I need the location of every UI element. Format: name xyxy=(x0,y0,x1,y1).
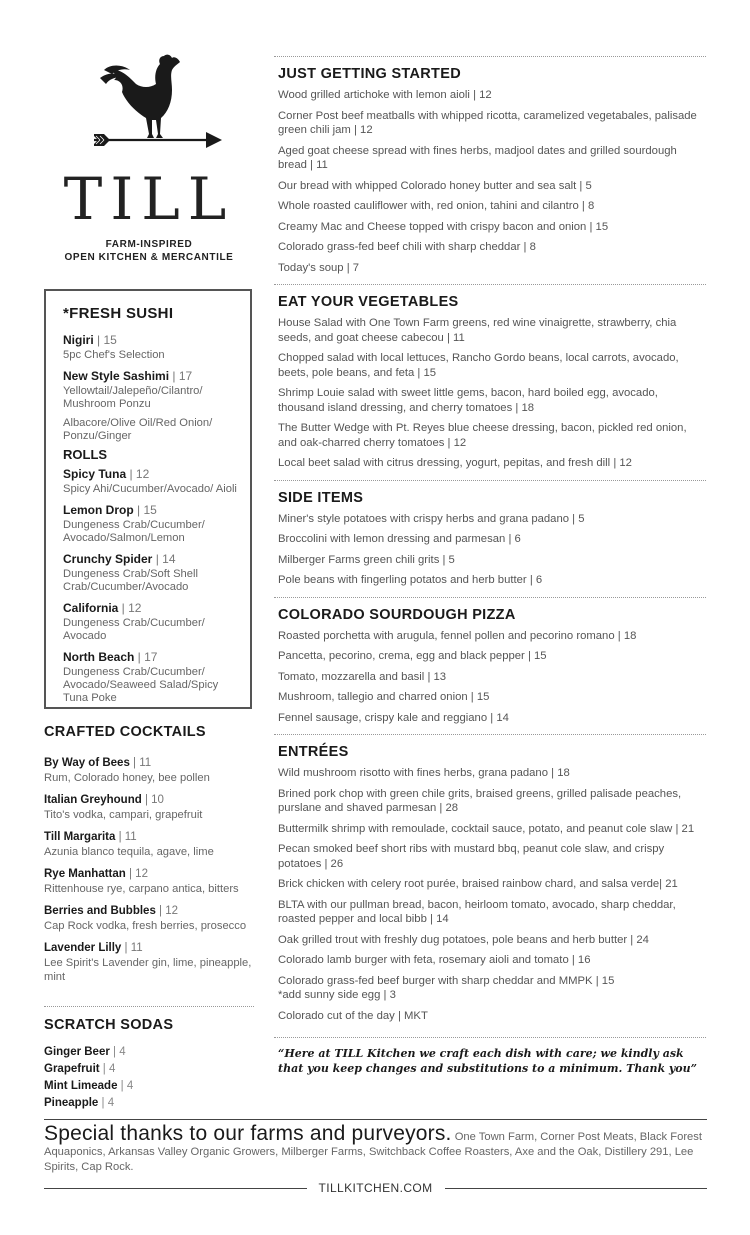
roll-item xyxy=(63,501,240,545)
purveyors-list: One Town Farm, Corner Post Meats, Black Forest Aquaponics, Arkansas Valley Organic Growers, Milberger Farms, Switchback Coffee Roasters, Axe and the Oak, Distillery 291, Lee Spirits, Cap Rock. xyxy=(44,1131,702,1173)
cocktail-item xyxy=(44,753,254,785)
menu-item: Whole roasted cauliflower with, red onion, tahini and cilantro | 8 xyxy=(278,200,595,212)
divider xyxy=(274,734,706,735)
menu-item: Chopped salad with local lettuces, Rancho Gordo beans, local carrots, avocado, beets, pole beans, and feta | 15 xyxy=(278,352,679,379)
sushi-title: *FRESH SUSHI xyxy=(63,305,174,322)
footer-rule xyxy=(44,1119,707,1120)
section-title: COLORADO SOURDOUGH PIZZA xyxy=(278,606,516,623)
cocktails-section xyxy=(44,724,254,989)
soda-item xyxy=(44,1080,254,1092)
soda-name: Ginger Beer xyxy=(44,1046,110,1058)
roll-item-desc: Dungeness Crab/Soft Shell Crab/Cucumber/Avocado xyxy=(63,568,198,593)
roll-item-price: | 14 xyxy=(152,552,176,566)
right-column xyxy=(278,56,706,1076)
menu-item: Fennel sausage, crispy kale and reggiano | 14 xyxy=(278,711,509,724)
kitchen-quote: “Here at TILL Kitchen we craft each dish with care; we kindly ask that you keep changes and substitutions to a minimum. Thank you” xyxy=(278,1047,697,1075)
sushi-item xyxy=(63,367,240,411)
section-title: ENTRÉES xyxy=(278,744,349,760)
website-link[interactable]: TILLKITCHEN.COM xyxy=(318,1181,433,1195)
section-just-getting-started xyxy=(278,66,706,275)
menu-item: Pecan smoked beef short ribs with mustard bbq, peanut cole slaw, and crispy potatoes | 26 xyxy=(278,843,665,870)
sodas-title: SCRATCH SODAS xyxy=(44,1017,174,1033)
cocktail-price: | 11 xyxy=(115,831,137,843)
cocktail-item xyxy=(44,790,254,822)
soda-price: | 4 xyxy=(99,1063,116,1075)
roll-item-name: Lemon Drop xyxy=(63,503,134,517)
sushi-item-price: | 17 xyxy=(169,369,193,383)
divider xyxy=(274,56,706,57)
menu-item: Our bread with whipped Colorado honey butter and sea salt | 5 xyxy=(278,179,592,192)
menu-item: Mushroom, tallegio and charred onion | 15 xyxy=(278,691,490,703)
cocktail-desc: Tito's vodka, campari, grapefruit xyxy=(44,809,203,821)
sushi-item xyxy=(63,331,240,362)
footer-line-right xyxy=(445,1188,708,1189)
soda-name: Pineapple xyxy=(44,1097,99,1109)
rolls-heading: ROLLS xyxy=(63,447,108,462)
sushi-item-desc: 5pc Chef's Selection xyxy=(63,349,165,361)
roll-item xyxy=(63,550,240,594)
section-sourdough-pizza xyxy=(278,607,706,726)
menu-item: Wild mushroom risotto with fines herbs, grana padano | 18 xyxy=(278,767,570,779)
menu-item: Shrimp Louie salad with sweet little gems, bacon, hard boiled egg, avocado, thousand island dressing, and cherry tomatoes | 18 xyxy=(278,387,658,414)
section-side-items xyxy=(278,490,706,588)
sushi-item-name: New Style Sashimi xyxy=(63,369,170,383)
cocktail-desc: Lee Spirit's Lavender gin, lime, pineapple, mint xyxy=(44,957,252,983)
sushi-item-price: | 15 xyxy=(93,333,117,347)
sushi-box xyxy=(44,289,252,709)
soda-item xyxy=(44,1063,254,1075)
thanks-heading: Special thanks to our farms and purveyors. xyxy=(44,1122,452,1145)
roll-item-price: | 12 xyxy=(118,601,142,615)
soda-price: | 4 xyxy=(98,1097,115,1109)
menu-item: Oak grilled trout with freshly dug potatoes, pole beans and herb butter | 24 xyxy=(278,933,649,946)
menu-item: BLTA with our pullman bread, bacon, heirloom tomato, avocado, sharp cheddar, roasted pepper and local bibb | 14 xyxy=(278,898,676,925)
rooster-weathervane-icon xyxy=(94,50,224,155)
cocktail-price: | 11 xyxy=(121,942,143,954)
menu-item: Creamy Mac and Cheese topped with crispy bacon and onion | 15 xyxy=(278,220,609,233)
menu-item: Colorado lamb burger with feta, rosemary aioli and tomato | 16 xyxy=(278,954,591,966)
cocktail-price: | 12 xyxy=(125,868,148,880)
menu-item: Local beet salad with citrus dressing, yogurt, pepitas, and fresh dill | 12 xyxy=(278,457,632,469)
brand-name: TILL xyxy=(63,165,235,233)
divider xyxy=(274,284,706,285)
sushi-extra-desc: Albacore/Olive Oil/Red Onion/ Ponzu/Ginger xyxy=(63,417,213,442)
soda-item xyxy=(44,1097,254,1109)
menu-item: Buttermilk shrimp with remoulade, cocktail sauce, potato, and peanut cole slaw | 21 xyxy=(278,822,695,835)
roll-item xyxy=(63,648,240,705)
cocktail-price: | 10 xyxy=(141,794,164,806)
menu-item: The Butter Wedge with Pt. Reyes blue cheese dressing, bacon, pickled red onion, and oak-charred cherry tomatoes | 12 xyxy=(278,422,687,449)
section-title: EAT YOUR VEGETABLES xyxy=(278,294,459,310)
cocktail-desc: Azunia blanco tequila, agave, lime xyxy=(44,846,214,858)
purveyors-thanks xyxy=(44,1122,707,1175)
roll-item xyxy=(63,465,240,496)
menu-item xyxy=(278,974,706,1003)
soda-name: Mint Limeade xyxy=(44,1080,118,1092)
roll-item-name: Crunchy Spider xyxy=(63,552,153,566)
cocktail-name: Rye Manhattan xyxy=(44,868,126,880)
roll-item-name: California xyxy=(63,601,119,615)
section-title: SIDE ITEMS xyxy=(278,489,364,506)
cocktail-name: By Way of Bees xyxy=(44,757,130,769)
cocktail-name: Italian Greyhound xyxy=(44,794,142,806)
menu-item: Brick chicken with celery root purée, braised rainbow chard, and salsa verde| 21 xyxy=(278,878,678,890)
section-eat-your-vegetables xyxy=(278,294,706,471)
cocktail-item xyxy=(44,901,254,933)
menu-item: Milberger Farms green chili grits | 5 xyxy=(278,553,455,566)
menu-item: Colorado cut of the day | MKT xyxy=(278,1009,428,1022)
brand-tagline-line1: FARM-INSPIRED xyxy=(105,239,193,250)
sodas-section xyxy=(44,1006,254,1114)
roll-item xyxy=(63,599,240,643)
roll-item-price: | 12 xyxy=(126,467,150,481)
footer xyxy=(44,1119,707,1195)
cocktail-name: Lavender Lilly xyxy=(44,942,122,954)
menu-item: Pancetta, pecorino, crema, egg and black pepper | 15 xyxy=(278,650,547,662)
menu-item-note: *add sunny side egg | 3 xyxy=(278,989,396,1001)
roll-item-desc: Spicy Ahi/Cucumber/Avocado/ Aioli xyxy=(63,483,237,495)
brand-tagline-line2: OPEN KITCHEN & MERCANTILE xyxy=(64,252,234,263)
left-column xyxy=(44,40,254,1109)
menu-item: Roasted porchetta with arugula, fennel pollen and pecorino romano | 18 xyxy=(278,629,637,642)
sushi-item-name: Nigiri xyxy=(63,333,94,347)
menu-item: Broccolini with lemon dressing and parmesan | 6 xyxy=(278,533,521,545)
cocktail-item xyxy=(44,827,254,859)
menu-item: Today's soup | 7 xyxy=(278,261,360,274)
cocktail-desc: Rum, Colorado honey, bee pollen xyxy=(44,772,210,784)
roll-item-price: | 17 xyxy=(134,650,158,664)
menu-item: Colorado grass-fed beef chili with sharp cheddar | 8 xyxy=(278,241,536,253)
roll-item-desc: Dungeness Crab/Cucumber/ Avocado/Salmon/Lemon xyxy=(63,519,205,544)
sushi-item-desc: Yellowtail/Jalepeño/Cilantro/ Mushroom Ponzu xyxy=(63,385,203,410)
cocktail-name: Till Margarita xyxy=(44,831,116,843)
menu-item: Aged goat cheese spread with fines herbs, madjool dates and grilled sourdough bread | 11 xyxy=(278,144,677,171)
brand-logo xyxy=(44,40,254,270)
footer-line-left xyxy=(44,1188,307,1189)
section-entrees xyxy=(278,744,706,1023)
roll-item-price: | 15 xyxy=(133,503,157,517)
cocktail-item xyxy=(44,938,254,984)
cocktails-title: CRAFTED COCKTAILS xyxy=(44,724,206,740)
section-title: JUST GETTING STARTED xyxy=(278,66,461,82)
menu-item-text: Colorado grass-fed beef burger with sharp cheddar and MMPK | 15 xyxy=(278,974,615,987)
roll-item-desc: Dungeness Crab/Cucumber/ Avocado xyxy=(63,617,205,642)
roll-item-name: North Beach xyxy=(63,650,135,664)
menu-item: Corner Post beef meatballs with whipped ricotta, caramelized vegetabales, palisade green chili jam | 12 xyxy=(278,109,697,136)
cocktail-price: | 12 xyxy=(155,905,179,917)
cocktail-name: Berries and Bubbles xyxy=(44,905,156,917)
soda-price: | 4 xyxy=(109,1046,126,1058)
divider xyxy=(274,480,706,481)
cocktail-desc: Cap Rock vodka, fresh berries, prosecco xyxy=(44,920,247,932)
menu-item: Pole beans with fingerling potatos and herb butter | 6 xyxy=(278,574,543,586)
menu-item: Tomato, mozzarella and basil | 13 xyxy=(278,670,447,683)
cocktail-price: | 11 xyxy=(129,757,152,769)
website-row xyxy=(44,1181,707,1195)
menu-item: Brined pork chop with green chile grits, braised greens, grilled palisade peaches, purslane and shaved parmesan | 28 xyxy=(278,787,682,814)
divider xyxy=(274,1037,706,1038)
menu-item: Miner's style potatoes with crispy herbs and grana padano | 5 xyxy=(278,512,585,525)
soda-name: Grapefruit xyxy=(44,1063,100,1075)
cocktail-item xyxy=(44,864,254,896)
cocktail-desc: Rittenhouse rye, carpano antica, bitters xyxy=(44,883,239,895)
roll-item-desc: Dungeness Crab/Cucumber/ Avocado/Seaweed Salad/Spicy Tuna Poke xyxy=(63,666,219,704)
soda-price: | 4 xyxy=(117,1080,134,1092)
soda-item xyxy=(44,1046,254,1058)
divider xyxy=(274,597,706,598)
divider xyxy=(44,1006,254,1007)
menu-item: Wood grilled artichoke with lemon aioli | 12 xyxy=(278,89,492,101)
menu-item: House Salad with One Town Farm greens, red wine vinaigrette, strawberry, chia seeds, and goat cheese cabecou | 11 xyxy=(278,317,677,344)
roll-item-name: Spicy Tuna xyxy=(63,467,127,481)
